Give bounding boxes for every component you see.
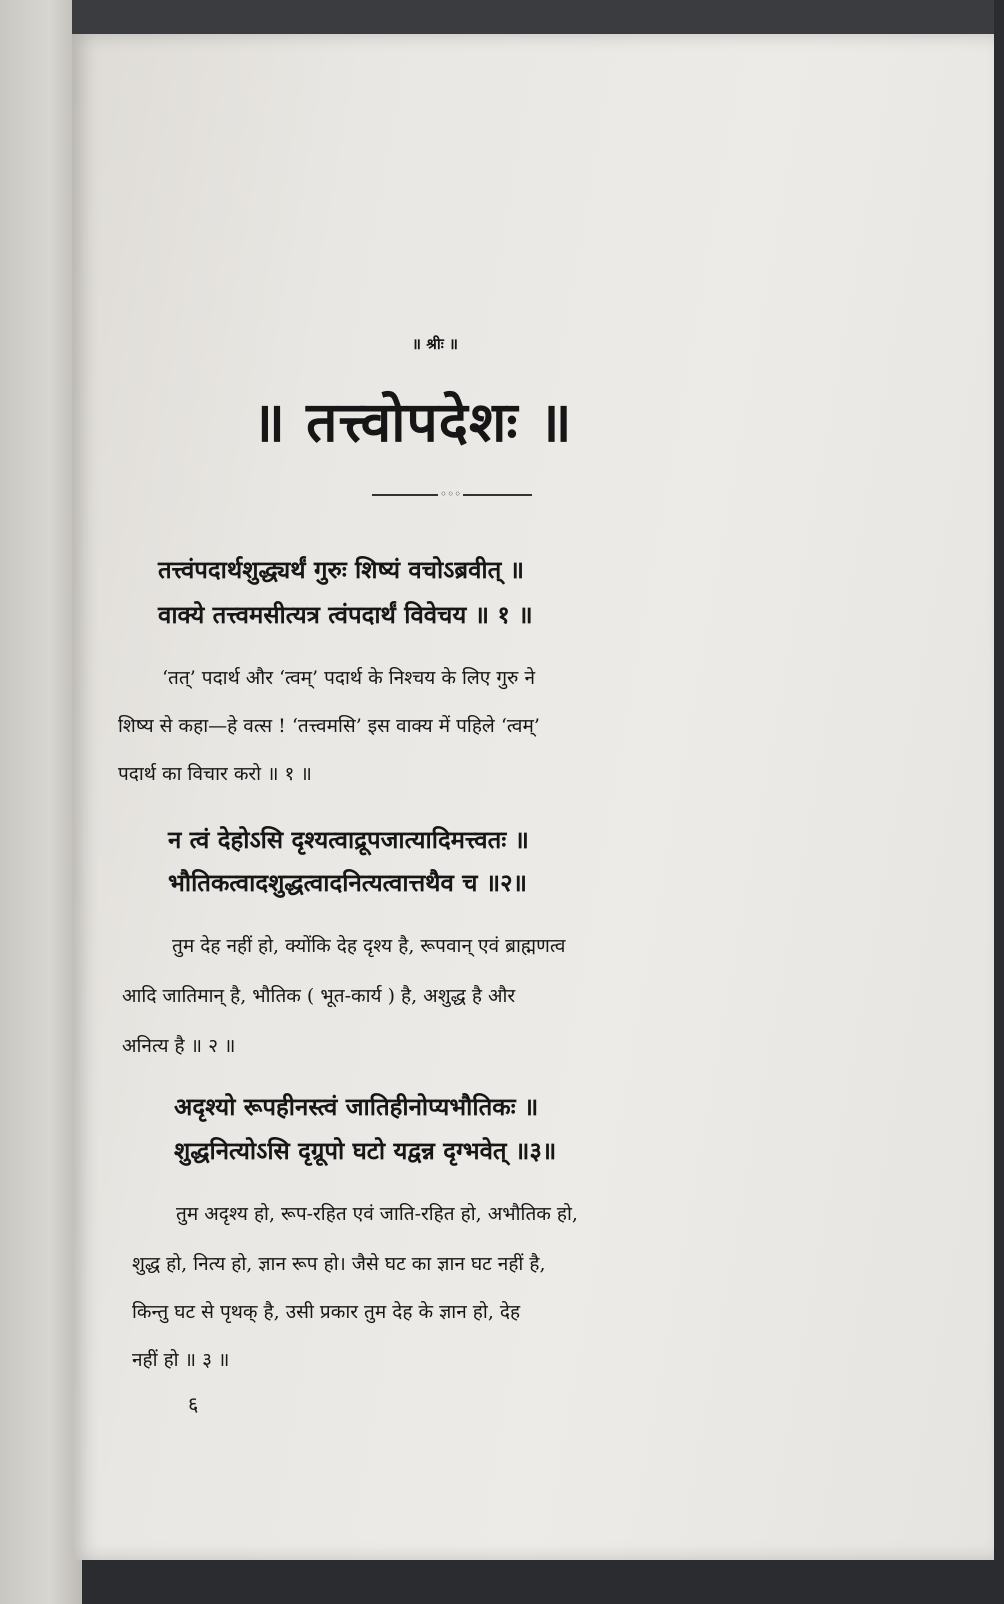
verse-1-commentary-line-3: पदार्थ का विचार करो ॥ १ ॥ (118, 763, 312, 785)
verse-3-commentary-line-1: तुम अदृश्य हो, रूप-रहित एवं जाति-रहित हो, अभौतिक हो, (176, 1203, 578, 1225)
verse-3-line-1: अदृश्यो रूपहीनस्त्वं जातिहीनोप्यभौतिकः ॥ (174, 1092, 539, 1121)
divider-ornament: ◦◦◦ (440, 487, 462, 501)
verse-2-line-1: न त्वं देहोऽसि दृश्यत्वाद्रूपजात्यादिमत्त्वतः ॥ (168, 825, 529, 854)
verse-1-commentary-line-2: शिष्य से कहा—हे वत्स ! ‘तत्त्वमसि’ इस वाक्य में पहिले ‘त्वम्’ (118, 715, 540, 737)
verse-1-line-2: वाक्ये तत्त्वमसीत्यत्र त्वंपदार्थं विवेचय ॥ १ ॥ (158, 600, 533, 629)
page-title: ॥ तत्त्वोपदेशः ॥ (252, 389, 573, 454)
verse-2-commentary-line-3: अनित्य है ॥ २ ॥ (122, 1035, 236, 1057)
verse-2-line-2: भौतिकत्वादशुद्धत्वादनित्यत्वात्तथैव च ॥२॥ (168, 868, 528, 897)
verse-3-line-2: शुद्धनित्योऽसि दृग्रूपो घटो यद्वन्न दृग्भवेत् ॥३॥ (174, 1136, 557, 1165)
invocation: ॥ श्रीः ॥ (412, 335, 458, 353)
verse-1-commentary-line-1: ‘तत्’ पदार्थ और ‘त्वम्’ पदार्थ के निश्चय के लिए गुरु ने (162, 667, 535, 689)
verse-3-commentary-line-2: शुद्ध हो, नित्य हो, ज्ञान रूप हो। जैसे घट का ज्ञान घट नहीं है, (132, 1253, 546, 1275)
page-number: ६ (188, 1392, 199, 1416)
verse-3-commentary-line-4: नहीं हो ॥ ३ ॥ (132, 1349, 230, 1371)
verse-3-commentary-line-3: किन्तु घट से पृथक् है, उसी प्रकार तुम देह के ज्ञान हो, देह (132, 1301, 521, 1323)
verse-2-commentary-line-1: तुम देह नहीं हो, क्योंकि देह दृश्य है, रूपवान् एवं ब्राह्मणत्व (172, 935, 566, 957)
facing-page-edge (0, 0, 82, 1604)
verse-2-commentary-line-2: आदि जातिमान् है, भौतिक ( भूत-कार्य ) है, अशुद्ध है और (122, 985, 516, 1007)
verse-1-line-1: तत्त्वंपदार्थशुद्ध्यर्थं गुरुः शिष्यं वचोऽब्रवीत् ॥ (158, 555, 525, 584)
